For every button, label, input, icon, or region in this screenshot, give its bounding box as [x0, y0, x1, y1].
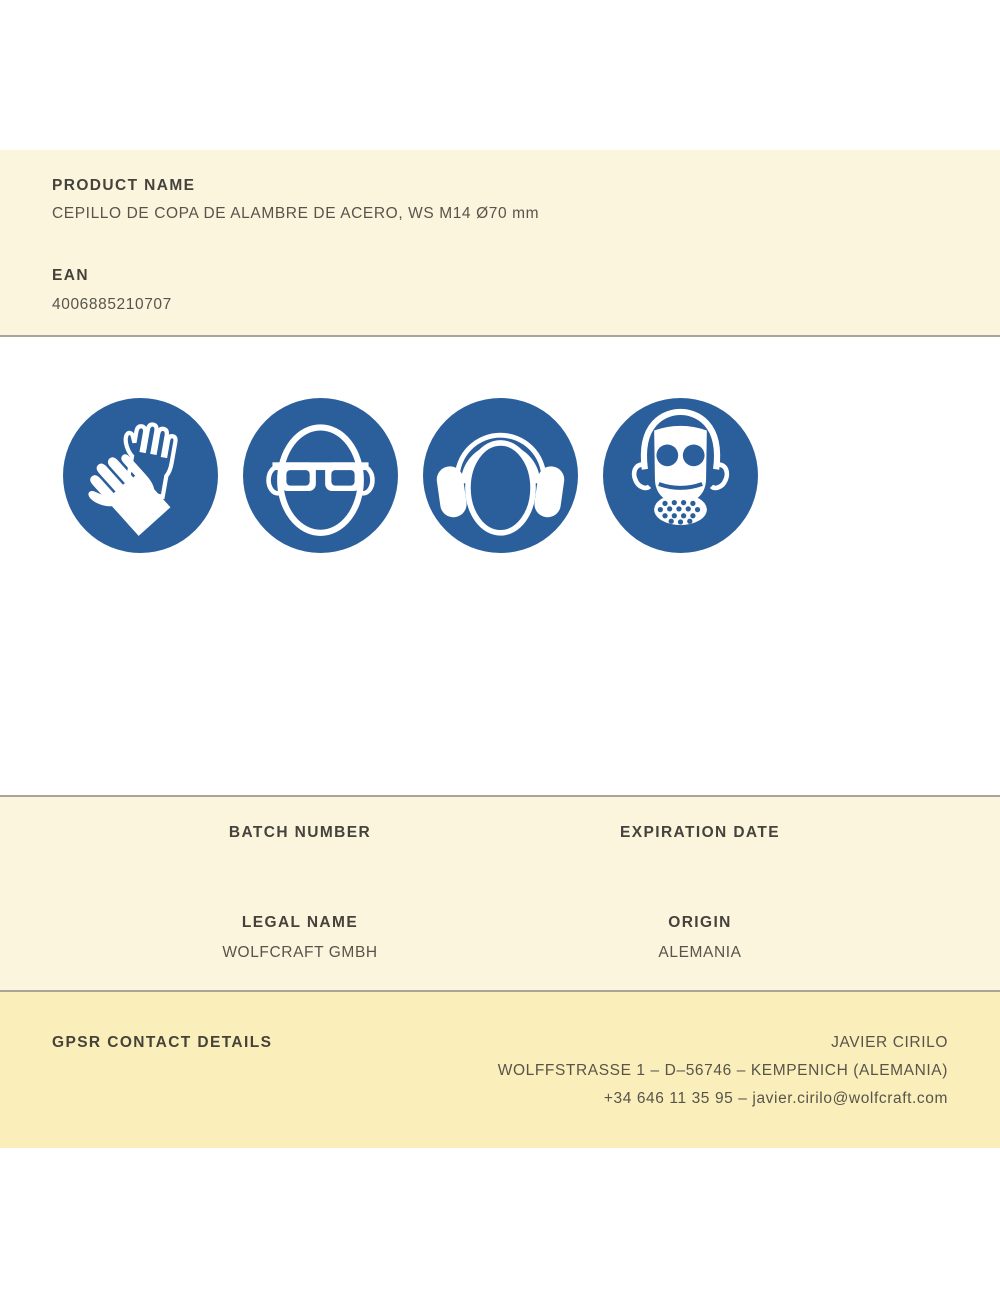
wear-ear-protection-icon [423, 398, 578, 553]
wear-protective-gloves-icon [63, 398, 218, 553]
ean-value: 4006885210707 [52, 296, 172, 313]
product-section [0, 150, 1000, 337]
product-name-value: CEPILLO DE COPA DE ALAMBRE DE ACERO, WS M14 Ø70 mm [52, 205, 540, 222]
product-name-label: PRODUCT NAME [52, 177, 196, 194]
contact-address: WOLFFSTRASSE 1 – D–56746 – KEMPENICH (ALEMANIA) [497, 1062, 948, 1079]
batch-number-label: BATCH NUMBER [228, 824, 372, 841]
legal-name-value: WOLFCRAFT GMBH [222, 944, 378, 961]
ean-label: EAN [52, 267, 89, 284]
contact-phone-email: +34 646 11 35 95 – javier.cirilo@wolfcraft.com [603, 1090, 948, 1107]
wear-respiratory-protection-icon [603, 398, 758, 553]
gpsr-contact-block [498, 1029, 948, 1113]
wear-eye-protection-icon [243, 398, 398, 553]
origin-label: ORIGIN [668, 914, 732, 931]
expiration-date-label: EXPIRATION DATE [620, 824, 780, 841]
contact-person: JAVIER CIRILO [831, 1034, 948, 1051]
safety-icons-row [63, 398, 758, 553]
gpsr-contact-heading: GPSR CONTACT DETAILS [52, 1034, 273, 1051]
legal-name-label: LEGAL NAME [241, 914, 359, 931]
details-section [0, 795, 1000, 992]
origin-value: ALEMANIA [658, 944, 742, 961]
gpsr-contact-section [0, 992, 1000, 1148]
